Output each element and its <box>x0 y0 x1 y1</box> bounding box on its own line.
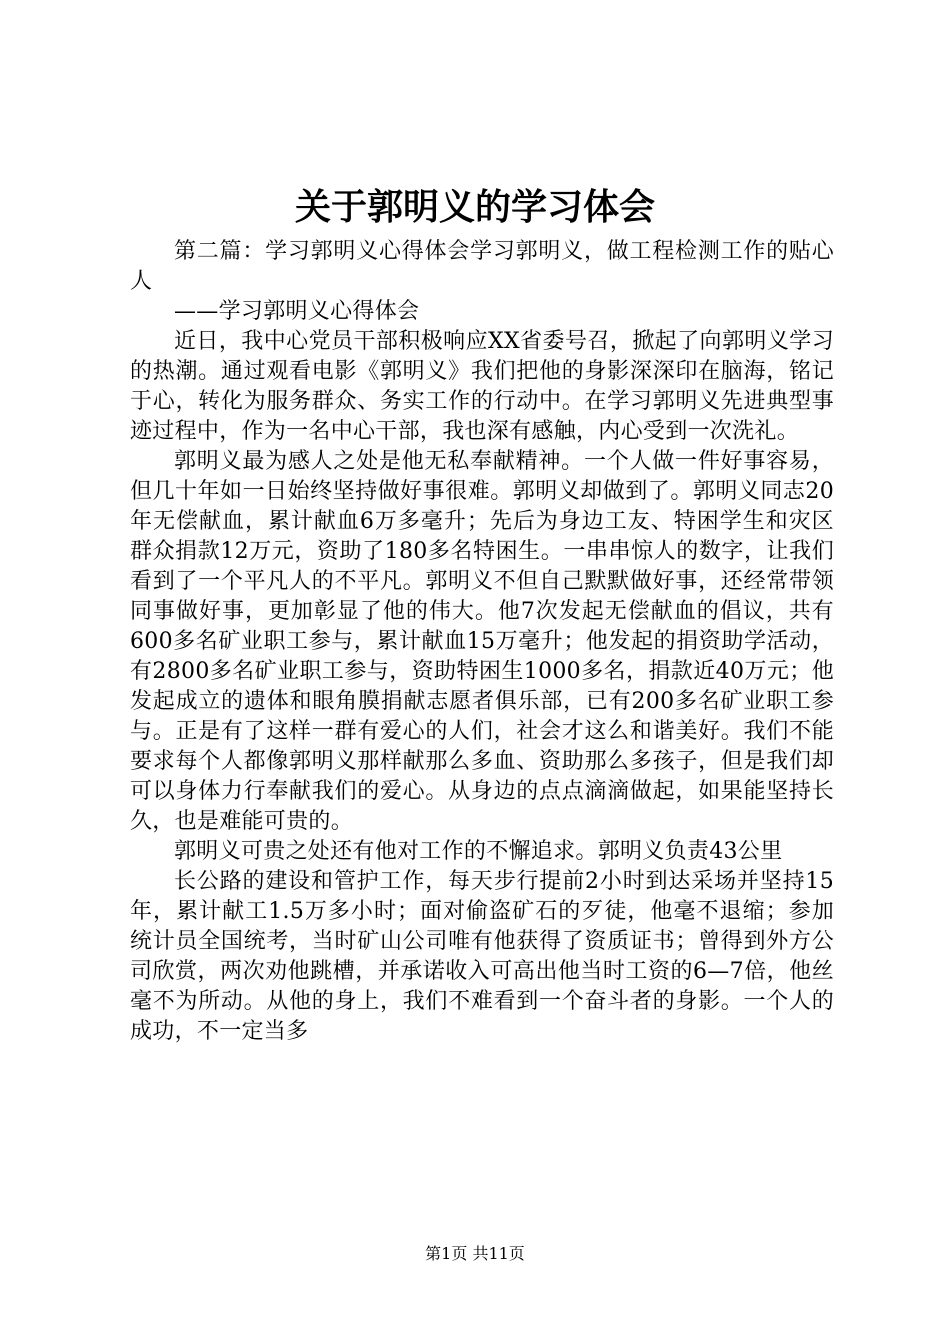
paragraph-intro: 近日，我中心党员干部积极响应XX省委号召，掀起了向郭明义学习的热潮。通过观看电影《郭明义》我们把他的身影深深印在脑海，铭记于心，转化为服务群众、务实工作的行动中。在学习郭明义先进典型事迹过程中，作为一名中心干部，我也深有感触，内心受到一次洗礼。 <box>130 329 834 444</box>
paragraph-series-heading: 第二篇：学习郭明义心得体会学习郭明义，做工程检测工作的贴心人 <box>130 239 834 294</box>
document-title: 关于郭明义的学习体会 <box>294 186 655 228</box>
paragraph-dedication: 郭明义最为感人之处是他无私奉献精神。一个人做一件好事容易，但几十年如一日始终坚持做好事很难。郭明义却做到了。郭明义同志20年无偿献血，累计献血6万多毫升；先后为身边工友、特困学生和灾区群众捐款12万元，资助了180多名特困生。一串串惊人的数字，让我们看到了一个平凡人的不平凡。郭明义不但自己默默做好事，还经常带领同事做好事，更加彰显了他的伟大。他7次发起无偿献血的倡议，共有600多名矿业职工参与，累计献血15万毫升；他发起的捐资助学活动，有2800多名矿业职工参与，资助特困生1000多名，捐款近40万元；他发起成立的遗体和眼角膜捐献志愿者俱乐部，已有200多名矿业职工参与。正是有了这样一群有爱心的人们，社会才这么和谐美好。我们不能要求每个人都像郭明义那样献那么多血、资助那么多孩子，但是我们却可以身体力行奉献我们的爱心。从身边的点点滴滴做起，如果能坚持长久，也是难能可贵的。 <box>130 449 834 834</box>
page-number-footer: 第1页 共11页 <box>425 1244 525 1263</box>
paragraph-subtitle: ——学习郭明义心得体会 <box>174 299 420 324</box>
paragraph-work-pursuit: 郭明义可贵之处还有他对工作的不懈追求。郭明义负责43公里 <box>174 839 783 864</box>
paragraph-road-work: 长公路的建设和管护工作，每天步行提前2小时到达采场并坚持15年，累计献工1.5万多小时；面对偷盗矿石的歹徒，他毫不退缩；参加统计员全国统考，当时矿山公司唯有他获得了资质证书；曾得到外方公司欣赏，两次劝他跳槽，并承诺收入可高出他当时工资的6—7倍，他丝毫不为所动。从他的身上，我们不难看到一个奋斗者的身影。一个人的成功，不一定当多 <box>130 869 834 1044</box>
document-body <box>130 237 834 1047</box>
